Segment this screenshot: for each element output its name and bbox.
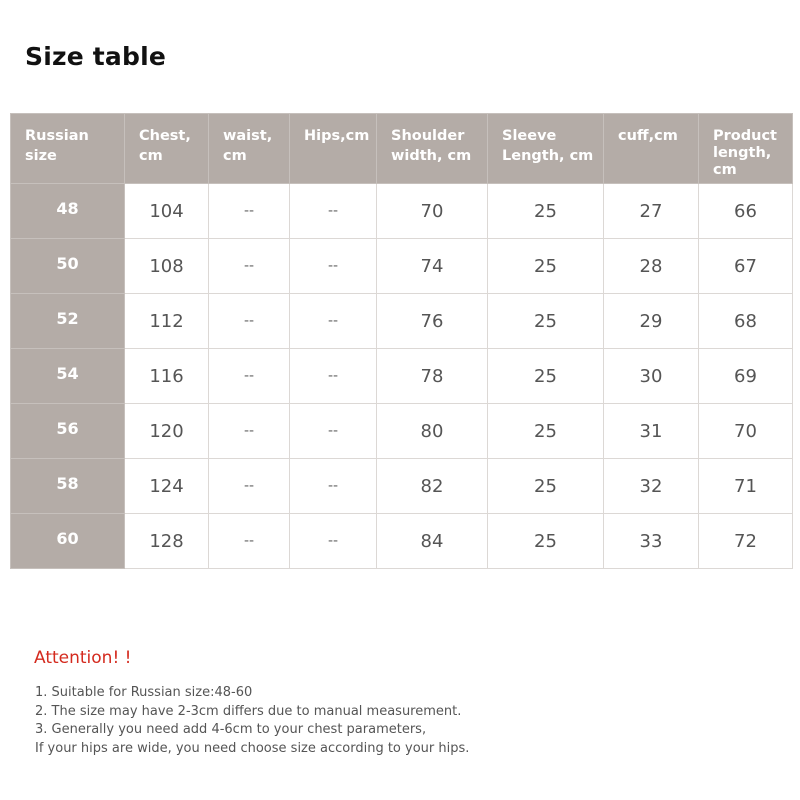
table-cell: 67 [699, 239, 793, 294]
table-cell: 124 [125, 459, 209, 514]
table-cell: 116 [125, 349, 209, 404]
table-cell: 25 [488, 294, 604, 349]
note-line: If your hips are wide, you need choose size according to your hips. [35, 740, 470, 756]
header-product-length: Product length, cm [699, 114, 793, 184]
note-line: 1. Suitable for Russian size:48-60 [35, 685, 253, 700]
table-cell: 25 [488, 184, 604, 239]
table-cell: 76 [377, 294, 488, 349]
table-cell: 32 [604, 459, 699, 514]
table-cell: 112 [125, 294, 209, 349]
header-cuff: cuff,cm [604, 114, 699, 184]
table-cell: -- [209, 514, 290, 569]
table-cell: 33 [604, 514, 699, 569]
table-cell: 82 [377, 459, 488, 514]
table-cell: 120 [125, 404, 209, 459]
table-cell: 28 [604, 239, 699, 294]
table-cell: 128 [125, 514, 209, 569]
table-cell: -- [209, 459, 290, 514]
page-title: Size table [25, 42, 167, 71]
header-sleeve-length: Sleeve Length, cm [488, 114, 604, 184]
table-cell: -- [290, 404, 377, 459]
table-row [11, 184, 793, 239]
table-cell: 25 [488, 239, 604, 294]
table-row [11, 294, 793, 349]
table-cell: 70 [377, 184, 488, 239]
table-row [11, 239, 793, 294]
table-cell: 31 [604, 404, 699, 459]
size-cell: 48 [11, 184, 125, 239]
table-cell: -- [290, 459, 377, 514]
table-cell: -- [209, 404, 290, 459]
header-russian-size: Russian size [11, 114, 125, 184]
table-cell: 72 [699, 514, 793, 569]
table-cell: 25 [488, 514, 604, 569]
table-cell: 69 [699, 349, 793, 404]
table-cell: -- [290, 349, 377, 404]
size-cell: 60 [11, 514, 125, 569]
table-cell: -- [209, 349, 290, 404]
size-cell: 52 [11, 294, 125, 349]
table-cell: 80 [377, 404, 488, 459]
table-cell: 84 [377, 514, 488, 569]
table-cell: 74 [377, 239, 488, 294]
table-cell: -- [290, 514, 377, 569]
table-cell: 108 [125, 239, 209, 294]
header-shoulder-width: Shoulder width, cm [377, 114, 488, 184]
table-cell: 71 [699, 459, 793, 514]
header-hips: Hips,cm [290, 114, 377, 184]
table-cell: 27 [604, 184, 699, 239]
table-cell: 104 [125, 184, 209, 239]
table-header-row [11, 114, 793, 184]
note-line: 3. Generally you need add 4-6cm to your chest parameters, [35, 722, 427, 737]
size-cell: 56 [11, 404, 125, 459]
table-cell: 25 [488, 404, 604, 459]
table-cell: 25 [488, 349, 604, 404]
table-cell: 30 [604, 349, 699, 404]
table-row [11, 404, 793, 459]
size-table [10, 113, 793, 569]
table-cell: -- [290, 294, 377, 349]
table-cell: 78 [377, 349, 488, 404]
table-cell: -- [290, 239, 377, 294]
table-cell: -- [209, 239, 290, 294]
table-row [11, 514, 793, 569]
note-line: 2. The size may have 2-3cm differs due to manual measurement. [35, 703, 462, 719]
table-cell: 70 [699, 404, 793, 459]
table-cell: 29 [604, 294, 699, 349]
header-chest: Chest, cm [125, 114, 209, 184]
attention-heading: Attention! ! [34, 648, 132, 668]
notes-list [35, 684, 469, 758]
table-cell: 25 [488, 459, 604, 514]
table-row [11, 349, 793, 404]
table-cell: -- [290, 184, 377, 239]
table-cell: 66 [699, 184, 793, 239]
size-cell: 50 [11, 239, 125, 294]
size-cell: 58 [11, 459, 125, 514]
table-cell: 68 [699, 294, 793, 349]
table-cell: -- [209, 294, 290, 349]
table-row [11, 459, 793, 514]
header-waist: waist, cm [209, 114, 290, 184]
table-cell: -- [209, 184, 290, 239]
size-cell: 54 [11, 349, 125, 404]
